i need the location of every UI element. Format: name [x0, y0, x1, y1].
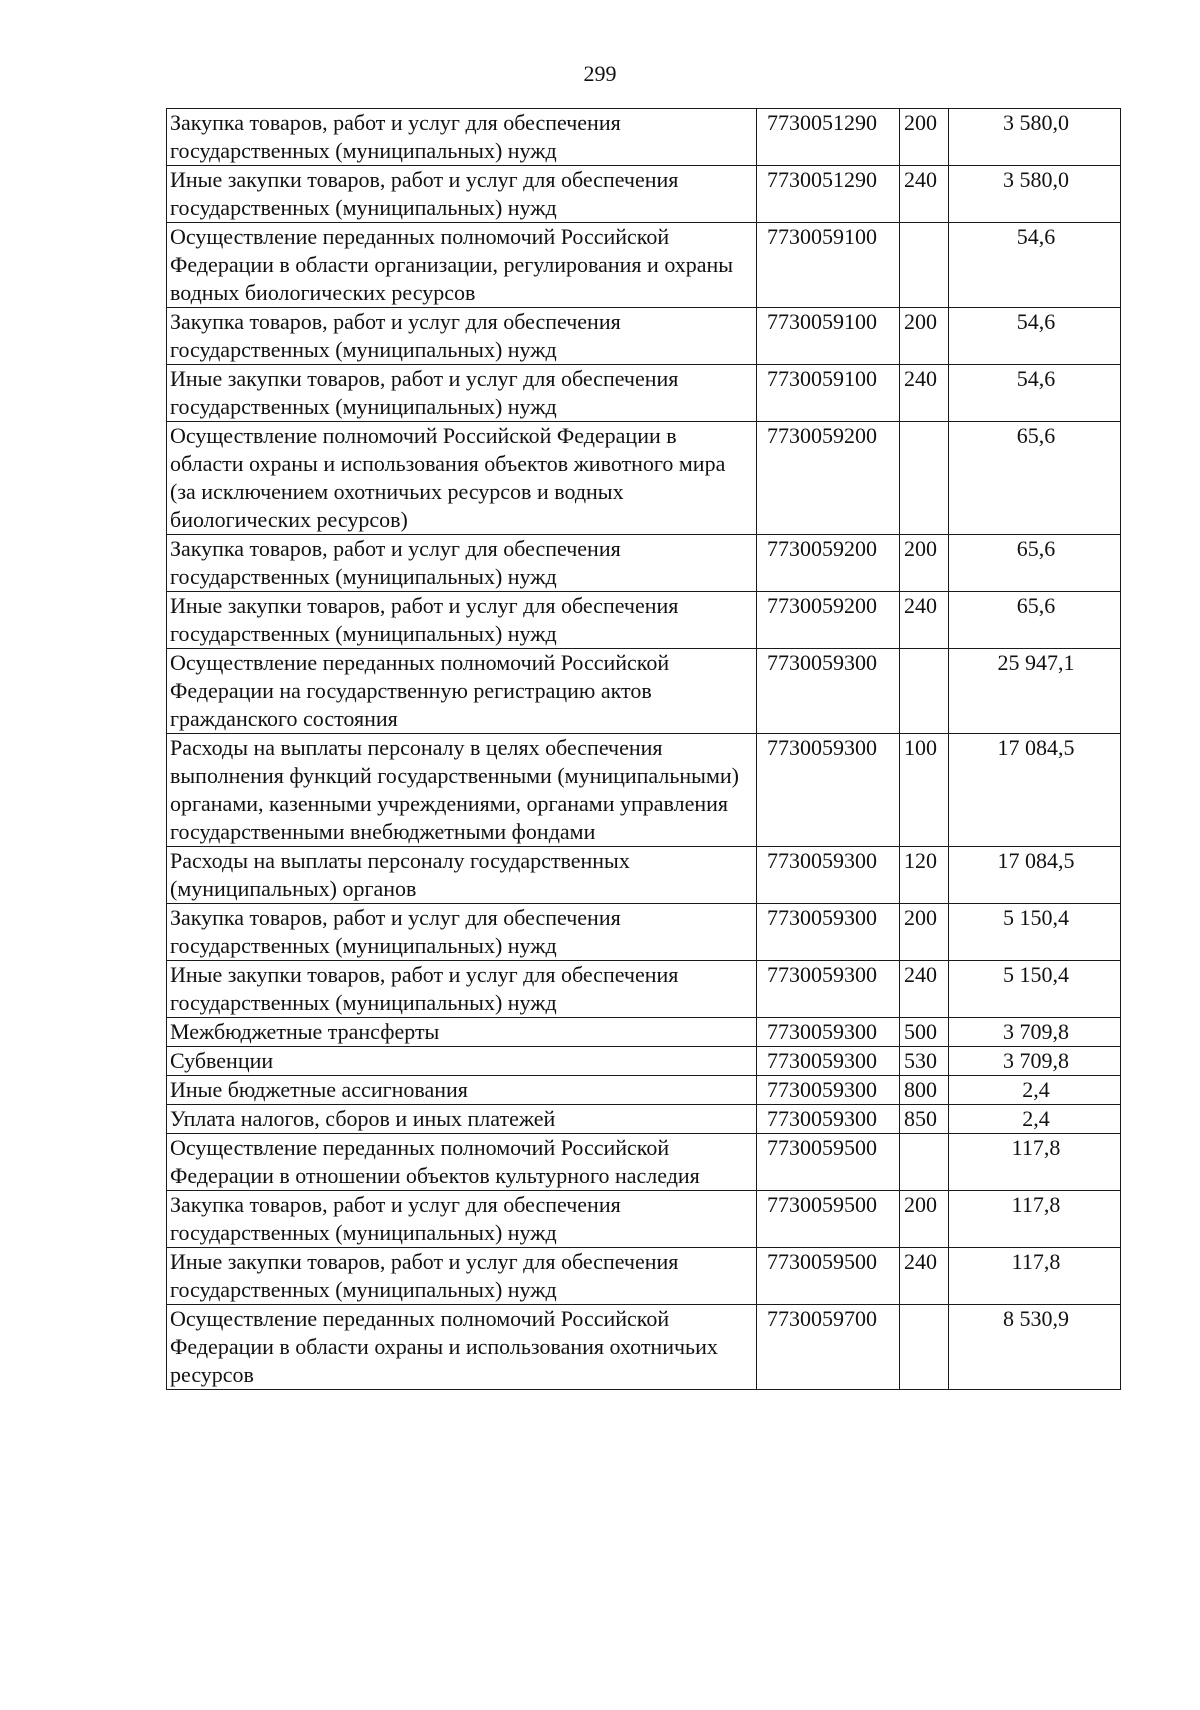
expense-type-code-cell	[900, 1305, 949, 1390]
amount-cell: 54,6	[949, 223, 1121, 308]
amount-cell: 54,6	[949, 365, 1121, 422]
table-row	[167, 1134, 1121, 1191]
expense-type-code-cell: 240	[900, 365, 949, 422]
expense-name-cell: Иные закупки товаров, работ и услуг для обеспечения государственных (муниципальных) нужд	[167, 961, 757, 1018]
expense-name-cell: Осуществление переданных полномочий Российской Федерации в отношении объектов культурного наследия	[167, 1134, 757, 1191]
amount-cell: 17 084,5	[949, 847, 1121, 904]
table-row	[167, 1248, 1121, 1305]
amount-cell: 5 150,4	[949, 961, 1121, 1018]
expense-type-code-cell	[900, 422, 949, 535]
amount-cell: 117,8	[949, 1191, 1121, 1248]
expense-name-cell: Осуществление переданных полномочий Российской Федерации на государственную регистрацию актов гражданского состояния	[167, 649, 757, 734]
amount-cell: 3 709,8	[949, 1018, 1121, 1047]
target-article-code-cell: 7730059500	[757, 1134, 900, 1191]
amount-cell: 5 150,4	[949, 904, 1121, 961]
expense-name-cell: Межбюджетные трансферты	[167, 1018, 757, 1047]
expense-type-code-cell: 200	[900, 109, 949, 166]
target-article-code-cell: 7730059200	[757, 592, 900, 649]
table-row	[167, 223, 1121, 308]
table-row	[167, 649, 1121, 734]
target-article-code-cell: 7730051290	[757, 109, 900, 166]
table-row	[167, 592, 1121, 649]
table-row	[167, 734, 1121, 847]
expense-type-code-cell: 800	[900, 1076, 949, 1105]
expense-name-cell: Субвенции	[167, 1047, 757, 1076]
expense-name-cell: Иные бюджетные ассигнования	[167, 1076, 757, 1105]
target-article-code-cell: 7730059300	[757, 1105, 900, 1134]
expense-type-code-cell: 530	[900, 1047, 949, 1076]
amount-cell: 2,4	[949, 1076, 1121, 1105]
expense-type-code-cell	[900, 1134, 949, 1191]
target-article-code-cell: 7730059300	[757, 961, 900, 1018]
expense-name-cell: Осуществление переданных полномочий Российской Федерации в области организации, регулирования и охраны водных биологических ресурсов	[167, 223, 757, 308]
target-article-code-cell: 7730059300	[757, 1018, 900, 1047]
table-row	[167, 847, 1121, 904]
target-article-code-cell: 7730059200	[757, 535, 900, 592]
amount-cell: 65,6	[949, 592, 1121, 649]
table-row	[167, 1018, 1121, 1047]
expense-name-cell: Осуществление переданных полномочий Российской Федерации в области охраны и использования охотничьих ресурсов	[167, 1305, 757, 1390]
amount-cell: 117,8	[949, 1248, 1121, 1305]
amount-cell: 17 084,5	[949, 734, 1121, 847]
table-row	[167, 1191, 1121, 1248]
amount-cell: 25 947,1	[949, 649, 1121, 734]
expense-name-cell: Уплата налогов, сборов и иных платежей	[167, 1105, 757, 1134]
expense-name-cell: Закупка товаров, работ и услуг для обеспечения государственных (муниципальных) нужд	[167, 109, 757, 166]
target-article-code-cell: 7730051290	[757, 166, 900, 223]
table-row	[167, 904, 1121, 961]
table-row	[167, 961, 1121, 1018]
amount-cell: 65,6	[949, 535, 1121, 592]
amount-cell: 117,8	[949, 1134, 1121, 1191]
expense-name-cell: Иные закупки товаров, работ и услуг для обеспечения государственных (муниципальных) нужд	[167, 1248, 757, 1305]
table-row	[167, 365, 1121, 422]
expense-name-cell: Иные закупки товаров, работ и услуг для обеспечения государственных (муниципальных) нужд	[167, 166, 757, 223]
target-article-code-cell: 7730059200	[757, 422, 900, 535]
table-row	[167, 166, 1121, 223]
target-article-code-cell: 7730059300	[757, 649, 900, 734]
expense-name-cell: Расходы на выплаты персоналу в целях обеспечения выполнения функций государственными (муниципальными) органами, казенными учреждениями, органами управления государственными внебюджетными фондами	[167, 734, 757, 847]
target-article-code-cell: 7730059100	[757, 365, 900, 422]
table-row	[167, 1305, 1121, 1390]
expense-type-code-cell: 200	[900, 1191, 949, 1248]
table-row	[167, 535, 1121, 592]
expense-type-code-cell: 120	[900, 847, 949, 904]
target-article-code-cell: 7730059300	[757, 734, 900, 847]
expense-name-cell: Иные закупки товаров, работ и услуг для обеспечения государственных (муниципальных) нужд	[167, 592, 757, 649]
target-article-code-cell: 7730059700	[757, 1305, 900, 1390]
target-article-code-cell: 7730059300	[757, 1076, 900, 1105]
table-row	[167, 308, 1121, 365]
expense-name-cell: Расходы на выплаты персоналу государственных (муниципальных) органов	[167, 847, 757, 904]
expense-type-code-cell: 500	[900, 1018, 949, 1047]
expense-name-cell: Закупка товаров, работ и услуг для обеспечения государственных (муниципальных) нужд	[167, 1191, 757, 1248]
table-row	[167, 109, 1121, 166]
target-article-code-cell: 7730059300	[757, 904, 900, 961]
target-article-code-cell: 7730059300	[757, 847, 900, 904]
target-article-code-cell: 7730059500	[757, 1248, 900, 1305]
table-row	[167, 1047, 1121, 1076]
table-body	[167, 109, 1121, 1390]
expense-type-code-cell	[900, 223, 949, 308]
target-article-code-cell: 7730059500	[757, 1191, 900, 1248]
expense-name-cell: Закупка товаров, работ и услуг для обеспечения государственных (муниципальных) нужд	[167, 535, 757, 592]
amount-cell: 3 580,0	[949, 109, 1121, 166]
expense-name-cell: Иные закупки товаров, работ и услуг для обеспечения государственных (муниципальных) нужд	[167, 365, 757, 422]
amount-cell: 8 530,9	[949, 1305, 1121, 1390]
target-article-code-cell: 7730059300	[757, 1047, 900, 1076]
expense-type-code-cell: 240	[900, 592, 949, 649]
amount-cell: 54,6	[949, 308, 1121, 365]
budget-table	[166, 108, 1121, 1390]
table-row	[167, 1076, 1121, 1105]
expense-type-code-cell: 850	[900, 1105, 949, 1134]
expense-name-cell: Закупка товаров, работ и услуг для обеспечения государственных (муниципальных) нужд	[167, 308, 757, 365]
expense-type-code-cell: 200	[900, 535, 949, 592]
page-number: 299	[583, 61, 617, 86]
target-article-code-cell: 7730059100	[757, 223, 900, 308]
expense-name-cell: Осуществление полномочий Российской Федерации в области охраны и использования объектов животного мира (за исключением охотничьих ресурсов и водных биологических ресурсов)	[167, 422, 757, 535]
expense-type-code-cell: 240	[900, 1248, 949, 1305]
expense-type-code-cell: 240	[900, 166, 949, 223]
expense-type-code-cell: 200	[900, 308, 949, 365]
expense-type-code-cell: 200	[900, 904, 949, 961]
expense-type-code-cell: 240	[900, 961, 949, 1018]
table-row	[167, 1105, 1121, 1134]
table-row	[167, 422, 1121, 535]
expense-name-cell: Закупка товаров, работ и услуг для обеспечения государственных (муниципальных) нужд	[167, 904, 757, 961]
expense-type-code-cell	[900, 649, 949, 734]
amount-cell: 2,4	[949, 1105, 1121, 1134]
target-article-code-cell: 7730059100	[757, 308, 900, 365]
amount-cell: 65,6	[949, 422, 1121, 535]
amount-cell: 3 580,0	[949, 166, 1121, 223]
expense-type-code-cell: 100	[900, 734, 949, 847]
amount-cell: 3 709,8	[949, 1047, 1121, 1076]
